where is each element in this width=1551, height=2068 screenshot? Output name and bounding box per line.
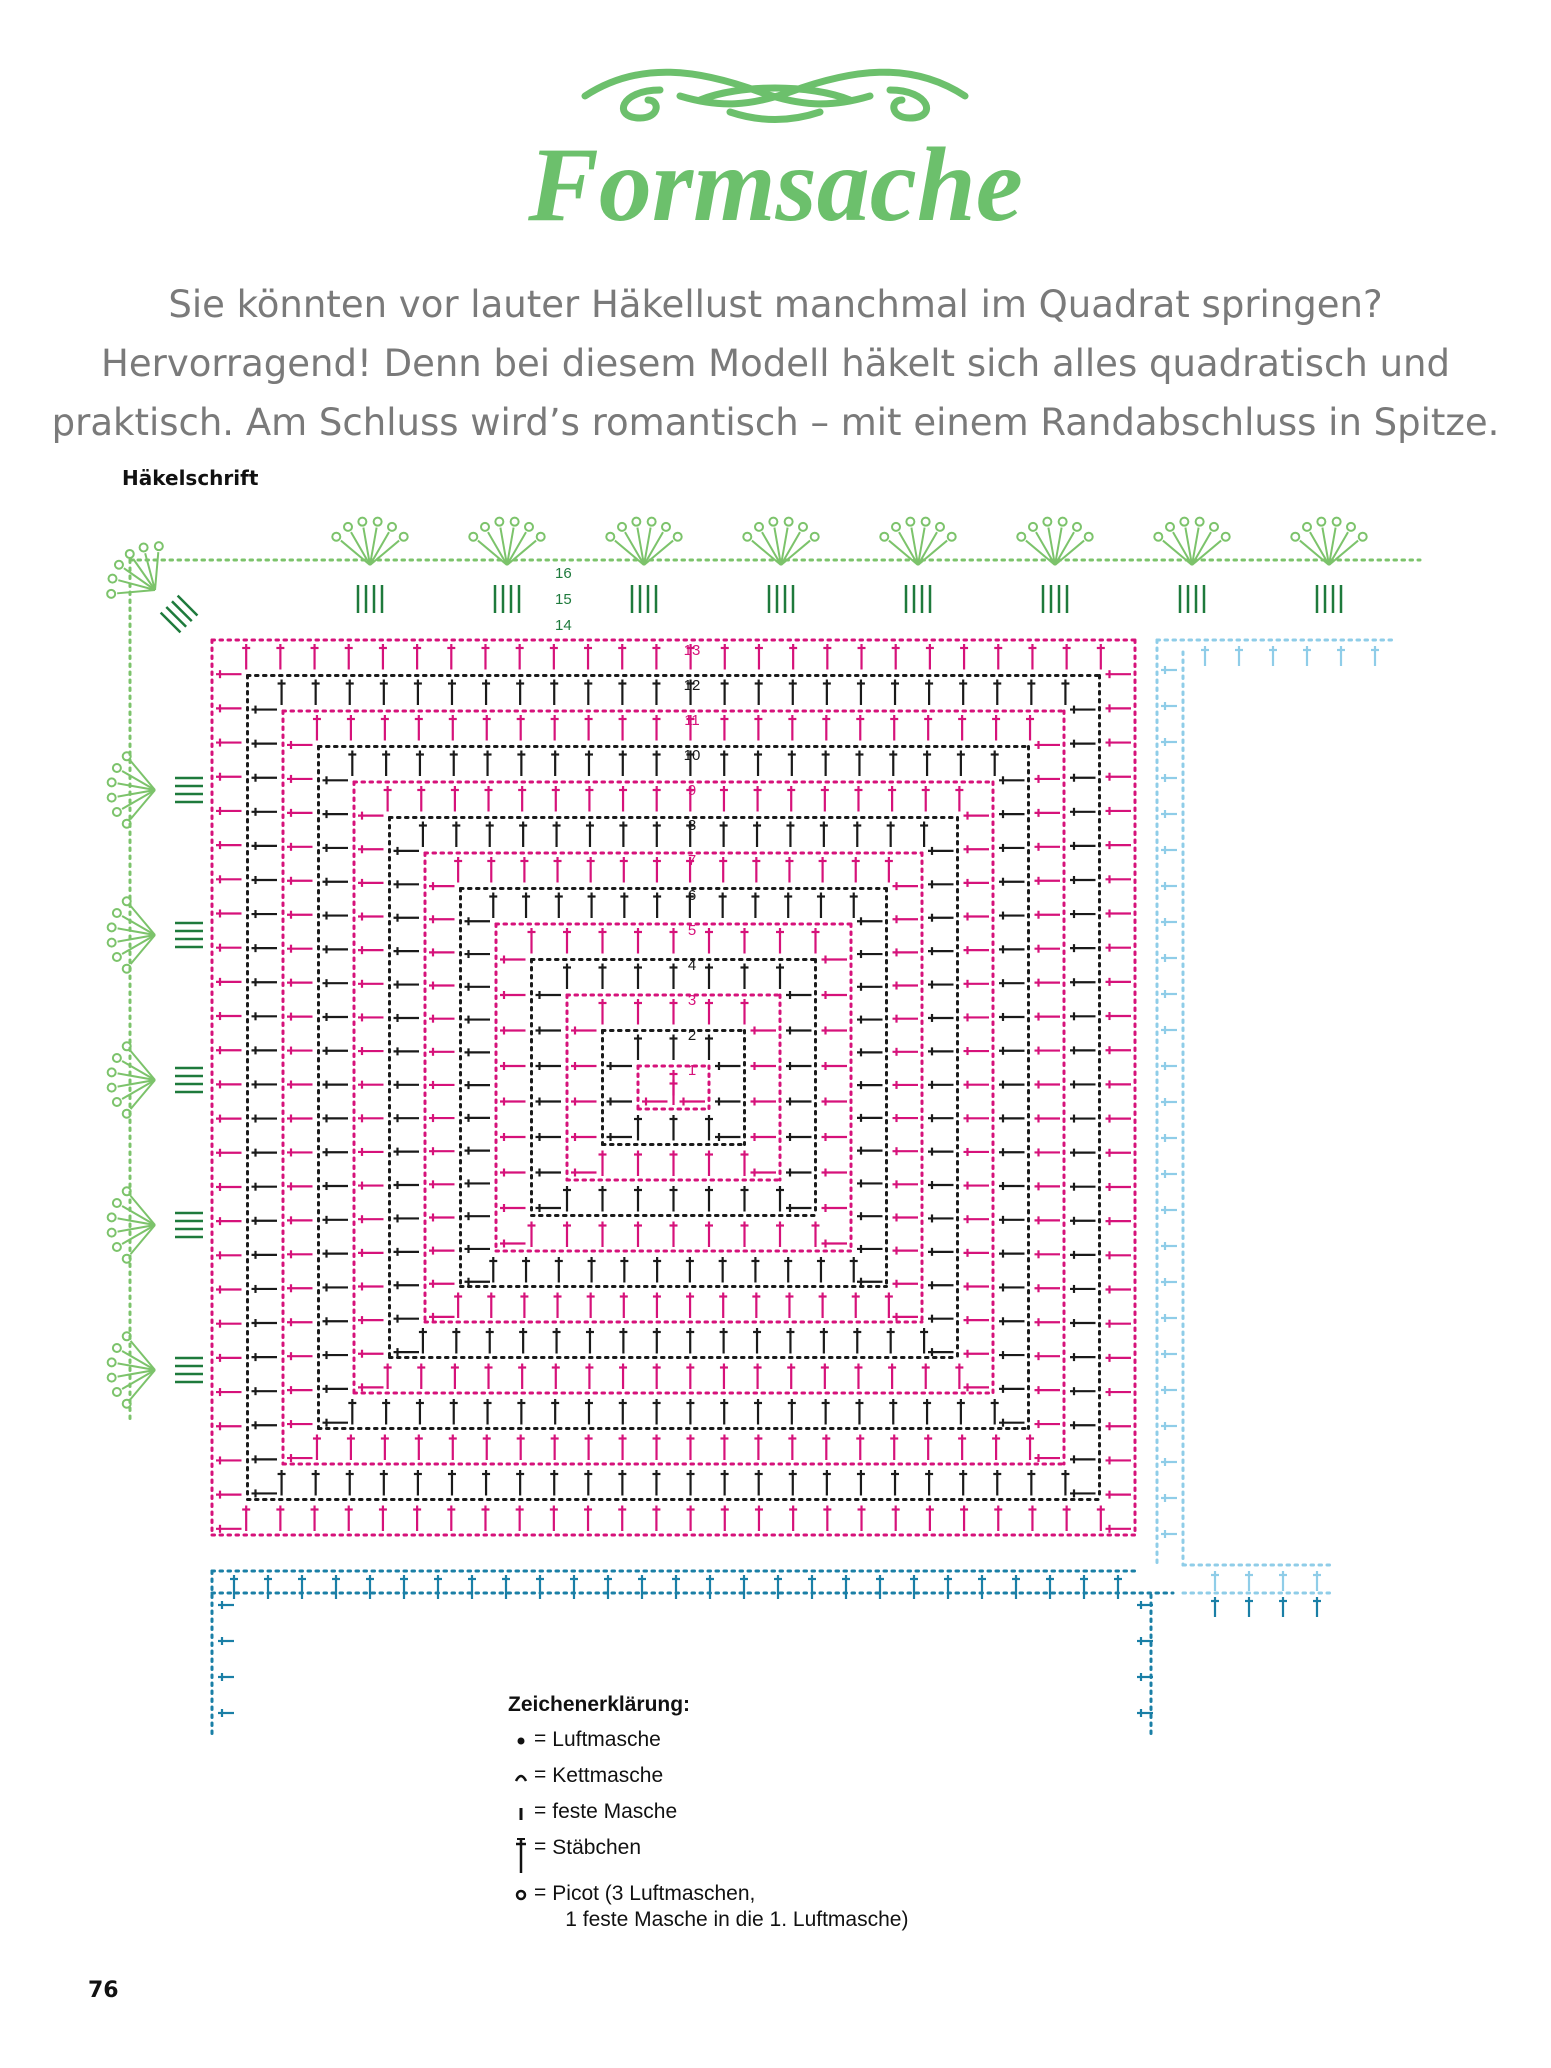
round-number: 11 <box>684 712 700 729</box>
slip-stitch-arc-icon <box>508 1763 534 1789</box>
round-number: 13 <box>683 642 701 659</box>
legend <box>508 1693 908 1941</box>
chart-section-label: Häkelschrift <box>122 466 259 490</box>
legend-text: Luftmasche <box>552 1728 661 1751</box>
legend-item: = feste Masche <box>508 1799 908 1835</box>
single-crochet-bar-icon <box>508 1799 534 1825</box>
page-title: Formsache <box>528 126 1023 243</box>
round-number: 8 <box>687 817 697 834</box>
round-numbers <box>555 565 700 1079</box>
round-number: 10 <box>683 747 701 764</box>
round-number: 6 <box>687 887 697 904</box>
border-rounds-lightblue <box>1157 640 1395 1617</box>
page-number: 76 <box>88 1978 119 2003</box>
legend-item: = Luftmasche <box>508 1727 908 1763</box>
round-number: 14 <box>555 617 572 634</box>
legend-item: = Stäbchen <box>508 1835 908 1881</box>
round-number: 3 <box>687 992 697 1009</box>
legend-text: Kettmasche <box>552 1764 664 1787</box>
chain-stitch-dot-icon <box>508 1727 534 1753</box>
legend-item: = Picot (3 Luftmaschen, 1 feste Masche in die 1. Luftmasche) <box>508 1881 908 1941</box>
double-crochet-cross-icon <box>508 1835 534 1875</box>
lace-edging <box>95 518 1420 1420</box>
round-number: 5 <box>687 922 697 939</box>
round-number: 4 <box>687 957 697 974</box>
legend-text-line: 1 feste Masche in die 1. Luftmasche) <box>565 1908 909 1931</box>
round-number: 16 <box>555 565 572 582</box>
round-number: 15 <box>555 591 572 608</box>
legend-item: = Kettmasche <box>508 1763 908 1799</box>
round-number: 7 <box>687 852 697 869</box>
round-number: 1 <box>687 1062 697 1079</box>
intro-line: praktisch. Am Schluss wird’s romantisch – mit einem Randabschluss in Spitze. <box>51 401 1500 444</box>
legend-heading: Zeichenerklärung: <box>508 1693 691 1716</box>
round-number: 9 <box>687 782 697 799</box>
chart-square <box>212 640 1135 1535</box>
picot-circle-icon <box>508 1881 534 1907</box>
legend-text: feste Masche <box>552 1800 678 1823</box>
round-number: 2 <box>687 1027 697 1044</box>
round-number: 12 <box>683 677 701 694</box>
legend-text: Stäbchen <box>552 1836 642 1859</box>
intro-line: Sie könnten vor lauter Häkellust manchmal im Quadrat springen? <box>168 283 1383 326</box>
intro-line: Hervorragend! Denn bei diesem Modell häkelt sich alles quadratisch und <box>101 342 1450 385</box>
legend-text <box>552 1881 908 1933</box>
legend-text-line: Picot (3 Luftmaschen, <box>552 1882 756 1905</box>
